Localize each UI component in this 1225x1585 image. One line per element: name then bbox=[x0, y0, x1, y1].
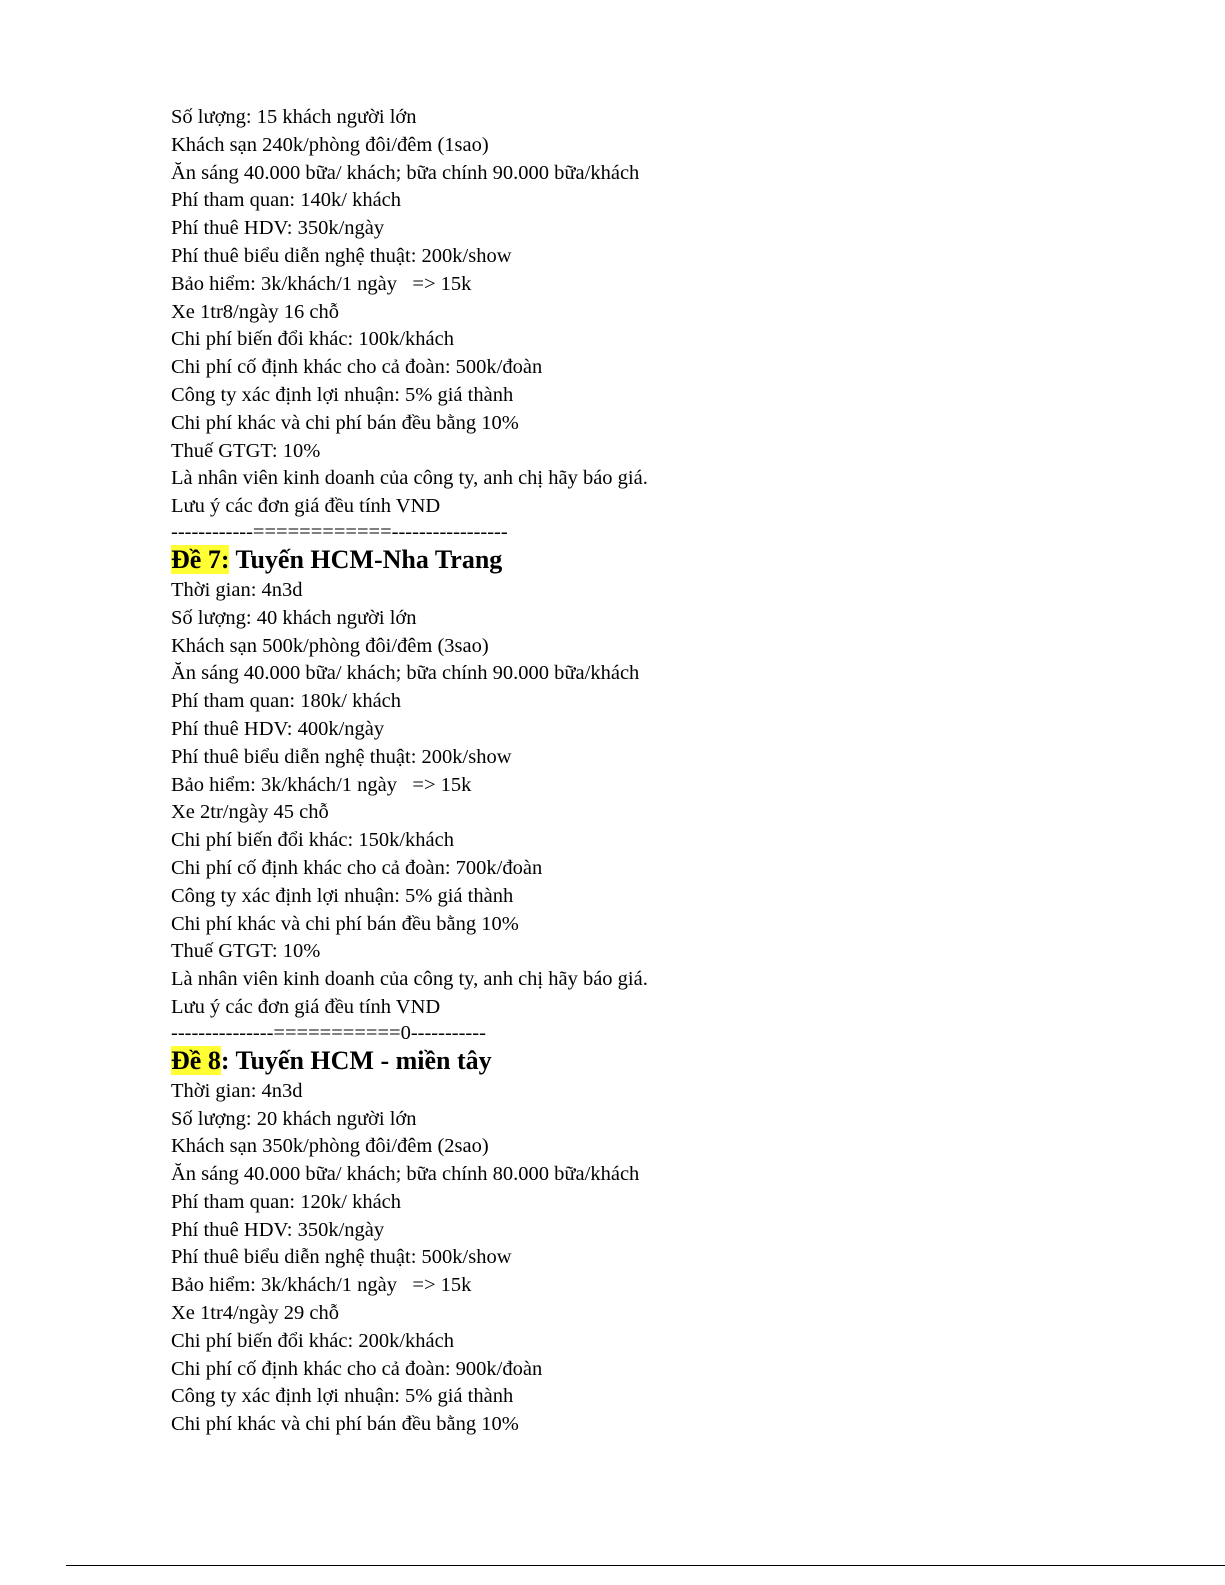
block-3 bbox=[171, 1078, 1171, 1439]
exercise-7-label: Đề 7: bbox=[171, 544, 230, 574]
text-line: Là nhân viên kinh doanh của công ty, anh chị hãy báo giá. bbox=[171, 467, 648, 490]
text-line: Lưu ý các đơn giá đều tính VND bbox=[171, 495, 441, 518]
text-line: Phí thuê HDV: 350k/ngày bbox=[171, 1218, 385, 1241]
text-line: Thuế GTGT: 10% bbox=[171, 439, 321, 462]
exercise-8-heading bbox=[171, 1044, 1171, 1078]
text-line: Phí thuê HDV: 400k/ngày bbox=[171, 717, 385, 740]
text-line: Phí tham quan: 120k/ khách bbox=[171, 1190, 402, 1213]
text-line: Chi phí biến đổi khác: 100k/khách bbox=[171, 328, 454, 351]
exercise-8-title: : Tuyến HCM - miền tây bbox=[220, 1045, 492, 1075]
text-line: Phí tham quan: 140k/ khách bbox=[171, 189, 402, 212]
text-line: Xe 2tr/ngày 45 chỗ bbox=[171, 801, 329, 824]
block-1 bbox=[171, 104, 1171, 521]
exercise-8-label: Đề 8 bbox=[171, 1045, 221, 1075]
text-line: Bảo hiểm: 3k/khách/1 ngày => 15k bbox=[171, 272, 472, 295]
text-line: Công ty xác định lợi nhuận: 5% giá thành bbox=[171, 383, 514, 406]
text-line: Thuế GTGT: 10% bbox=[171, 940, 321, 963]
text-line: Khách sạn 500k/phòng đôi/đêm (3sao) bbox=[171, 634, 489, 657]
text-line: Chi phí biến đổi khác: 150k/khách bbox=[171, 829, 454, 852]
text-line: Chi phí khác và chi phí bán đều bằng 10% bbox=[171, 1413, 519, 1436]
page-bottom-rule bbox=[66, 1565, 1225, 1566]
exercise-7-title: Tuyến HCM-Nha Trang bbox=[229, 544, 503, 574]
document-page bbox=[171, 104, 1171, 1439]
text-line: Chi phí khác và chi phí bán đều bằng 10% bbox=[171, 411, 519, 434]
text-line: Ăn sáng 40.000 bữa/ khách; bữa chính 80.000 bữa/khách bbox=[171, 1163, 640, 1186]
text-line: Phí thuê biểu diễn nghệ thuật: 200k/show bbox=[171, 745, 512, 768]
text-line: Ăn sáng 40.000 bữa/ khách; bữa chính 90.000 bữa/khách bbox=[171, 662, 640, 685]
text-line: Số lượng: 15 khách người lớn bbox=[171, 106, 417, 128]
text-line: Phí thuê biểu diễn nghệ thuật: 200k/show bbox=[171, 244, 512, 267]
text-line: Chi phí biến đổi khác: 200k/khách bbox=[171, 1329, 454, 1352]
exercise-7-heading bbox=[171, 543, 1171, 577]
text-line: Chi phí cố định khác cho cả đoàn: 700k/đoàn bbox=[171, 856, 543, 879]
text-line: Bảo hiểm: 3k/khách/1 ngày => 15k bbox=[171, 773, 472, 796]
text-line: Thời gian: 4n3d bbox=[171, 578, 303, 601]
text-line: Số lượng: 40 khách người lớn bbox=[171, 606, 417, 629]
text-line: Phí thuê HDV: 350k/ngày bbox=[171, 217, 385, 240]
text-line: Là nhân viên kinh doanh của công ty, anh chị hãy báo giá. bbox=[171, 968, 648, 991]
text-line: Phí thuê biểu diễn nghệ thuật: 500k/show bbox=[171, 1246, 512, 1269]
block-2 bbox=[171, 577, 1171, 1022]
text-line: Khách sạn 350k/phòng đôi/đêm (2sao) bbox=[171, 1135, 489, 1158]
text-line: Ăn sáng 40.000 bữa/ khách; bữa chính 90.000 bữa/khách bbox=[171, 161, 640, 184]
text-line: Chi phí khác và chi phí bán đều bằng 10% bbox=[171, 912, 519, 935]
text-line: Xe 1tr4/ngày 29 chỗ bbox=[171, 1302, 339, 1325]
text-line: Chi phí cố định khác cho cả đoàn: 900k/đoàn bbox=[171, 1357, 543, 1380]
text-line: Phí tham quan: 180k/ khách bbox=[171, 690, 402, 713]
separator-1: ------------============----------------- bbox=[171, 520, 508, 543]
text-line: Công ty xác định lợi nhuận: 5% giá thành bbox=[171, 1385, 514, 1408]
text-line: Lưu ý các đơn giá đều tính VND bbox=[171, 995, 441, 1018]
text-line: Chi phí cố định khác cho cả đoàn: 500k/đoàn bbox=[171, 356, 543, 379]
text-line: Khách sạn 240k/phòng đôi/đêm (1sao) bbox=[171, 133, 489, 156]
text-line: Thời gian: 4n3d bbox=[171, 1079, 303, 1102]
text-line: Bảo hiểm: 3k/khách/1 ngày => 15k bbox=[171, 1274, 472, 1297]
separator-2: ---------------===========0----------- bbox=[171, 1021, 486, 1044]
text-line: Công ty xác định lợi nhuận: 5% giá thành bbox=[171, 884, 514, 907]
text-line: Xe 1tr8/ngày 16 chỗ bbox=[171, 300, 339, 323]
text-line: Số lượng: 20 khách người lớn bbox=[171, 1107, 417, 1130]
